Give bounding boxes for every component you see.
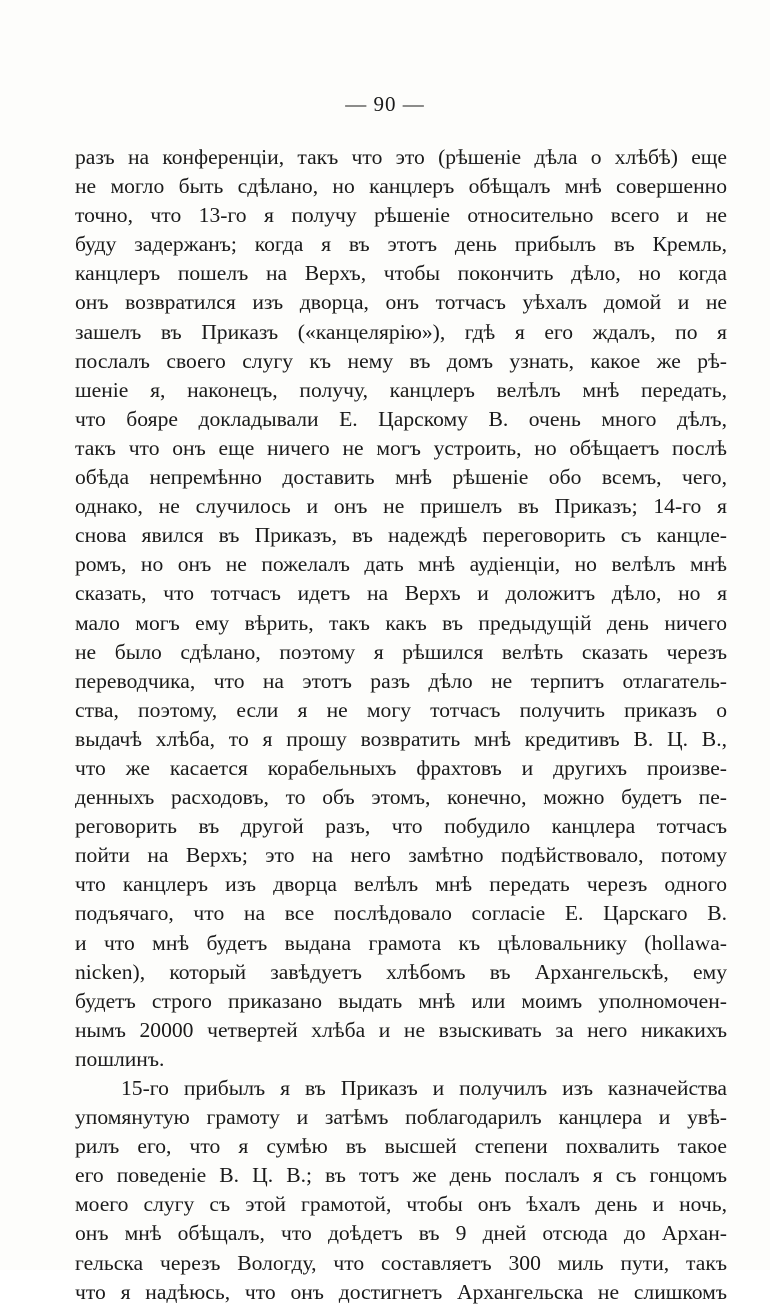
text-line: 15-го прибылъ я въ Приказъ и получилъ изъ казначейства — [121, 1076, 727, 1100]
text-line: выдачѣ хлѣба, то я прошу возвратить мнѣ кредитивъ В. Ц. В., — [75, 726, 727, 751]
text-line: пойти на Верхъ; это на него замѣтно подѣйствовало, потому — [75, 843, 727, 868]
text-line: обѣда непремѣнно доставить мнѣ рѣшеніе обо всемъ, чего, — [75, 465, 727, 490]
text-line: пошлинъ. — [75, 1046, 165, 1071]
text-line: что бояре докладывали Е. Царскому В. очень много дѣлъ, — [75, 406, 727, 431]
text-line: однако, не случилось и онъ не пришелъ въ Приказъ; 14-го я — [75, 494, 727, 519]
text-line: нымъ 20000 четвертей хлѣба и не взыскивать за него никакихъ — [75, 1017, 727, 1042]
text-line: что же касается корабельныхъ фрахтовъ и другихъ произве- — [75, 755, 727, 780]
text-line: онъ мнѣ обѣщалъ, что доѣдетъ въ 9 дней отсюда до Архан- — [75, 1221, 727, 1246]
text-line: что я надѣюсь, что онъ достигнетъ Архангельска не слишкомъ — [75, 1279, 727, 1304]
text-line: реговорить въ другой разъ, что побудило канцлера тотчасъ — [75, 814, 727, 839]
text-line: и что мнѣ будетъ выдана грамота къ цѣловальнику (hollawa- — [75, 930, 727, 955]
text-line: ромъ, но онъ не пожелалъ дать мнѣ аудіенціи, но велѣлъ мнѣ — [75, 552, 727, 577]
text-line: снова явился въ Приказъ, въ надеждѣ переговорить съ канцле- — [75, 523, 727, 548]
text-line: сказать, что тотчасъ идетъ на Верхъ и доложитъ дѣло, но я — [75, 581, 727, 606]
body-text — [75, 143, 727, 1307]
text-line: упомянутую грамоту и затѣмъ поблагодарилъ канцлера и увѣ- — [75, 1105, 727, 1130]
text-line: переводчика, что на этотъ разъ дѣло не терпитъ отлагатель- — [75, 668, 727, 693]
text-line: онъ возвратился изъ дворца, онъ тотчасъ уѣхалъ домой и не — [75, 290, 727, 315]
text-line: канцлеръ пошелъ на Верхъ, чтобы покончить дѣло, но когда — [75, 261, 727, 286]
text-line: его поведеніе В. Ц. В.; въ тотъ же день послалъ я съ гонцомъ — [75, 1163, 727, 1188]
text-line: не было сдѣлано, поэтому я рѣшился велѣть сказать черезъ — [75, 639, 727, 664]
text-line: денныхъ расходовъ, то объ этомъ, конечно, можно будетъ пе- — [75, 785, 727, 810]
text-line: такъ что онъ еще ничего не могъ устроить, но обѣщаетъ послѣ — [75, 435, 727, 460]
page-number: — 90 — — [345, 92, 425, 116]
text-line: зашелъ въ Приказъ («канцелярію»), гдѣ я его ждалъ, по я — [75, 319, 727, 344]
text-line: точно, что 13-го я получу рѣшеніе относительно всего и не — [75, 203, 727, 228]
text-line: послалъ своего слугу къ нему въ домъ узнать, какое же рѣ- — [75, 348, 727, 373]
text-line: nicken), который завѣдуетъ хлѣбомъ въ Архангельскѣ, ему — [75, 959, 727, 984]
text-line: подъячаго, что на все послѣдовало согласіе Е. Царскаго В. — [75, 901, 727, 926]
text-line: шеніе я, наконецъ, получу, канцлеръ велѣлъ мнѣ передать, — [75, 377, 727, 402]
text-line: рилъ его, что я сумѣю въ высшей степени похвалить такое — [75, 1134, 727, 1159]
text-line: будетъ строго приказано выдать мнѣ или моимъ уполномочен- — [75, 988, 727, 1013]
text-line: что канцлеръ изъ дворца велѣлъ мнѣ передать черезъ одного — [75, 872, 727, 897]
text-line: буду задержанъ; когда я въ этотъ день прибылъ въ Кремль, — [75, 232, 727, 257]
text-line: разъ на конференціи, такъ что это (рѣшеніе дѣла о хлѣбѣ) еще — [75, 145, 727, 169]
text-line: мало могъ ему вѣрить, такъ какъ въ предыдущій день ничего — [75, 610, 727, 635]
text-line: ства, поэтому, если я не могу тотчасъ получить приказъ о — [75, 697, 727, 722]
text-line: не могло быть сдѣлано, но канцлеръ обѣщалъ мнѣ совершенно — [75, 174, 727, 199]
text-line: гельска черезъ Вологду, что составляетъ 300 миль пути, такъ — [75, 1250, 727, 1275]
text-line: моего слугу съ этой грамотой, чтобы онъ ѣхалъ день и ночь, — [75, 1192, 727, 1217]
